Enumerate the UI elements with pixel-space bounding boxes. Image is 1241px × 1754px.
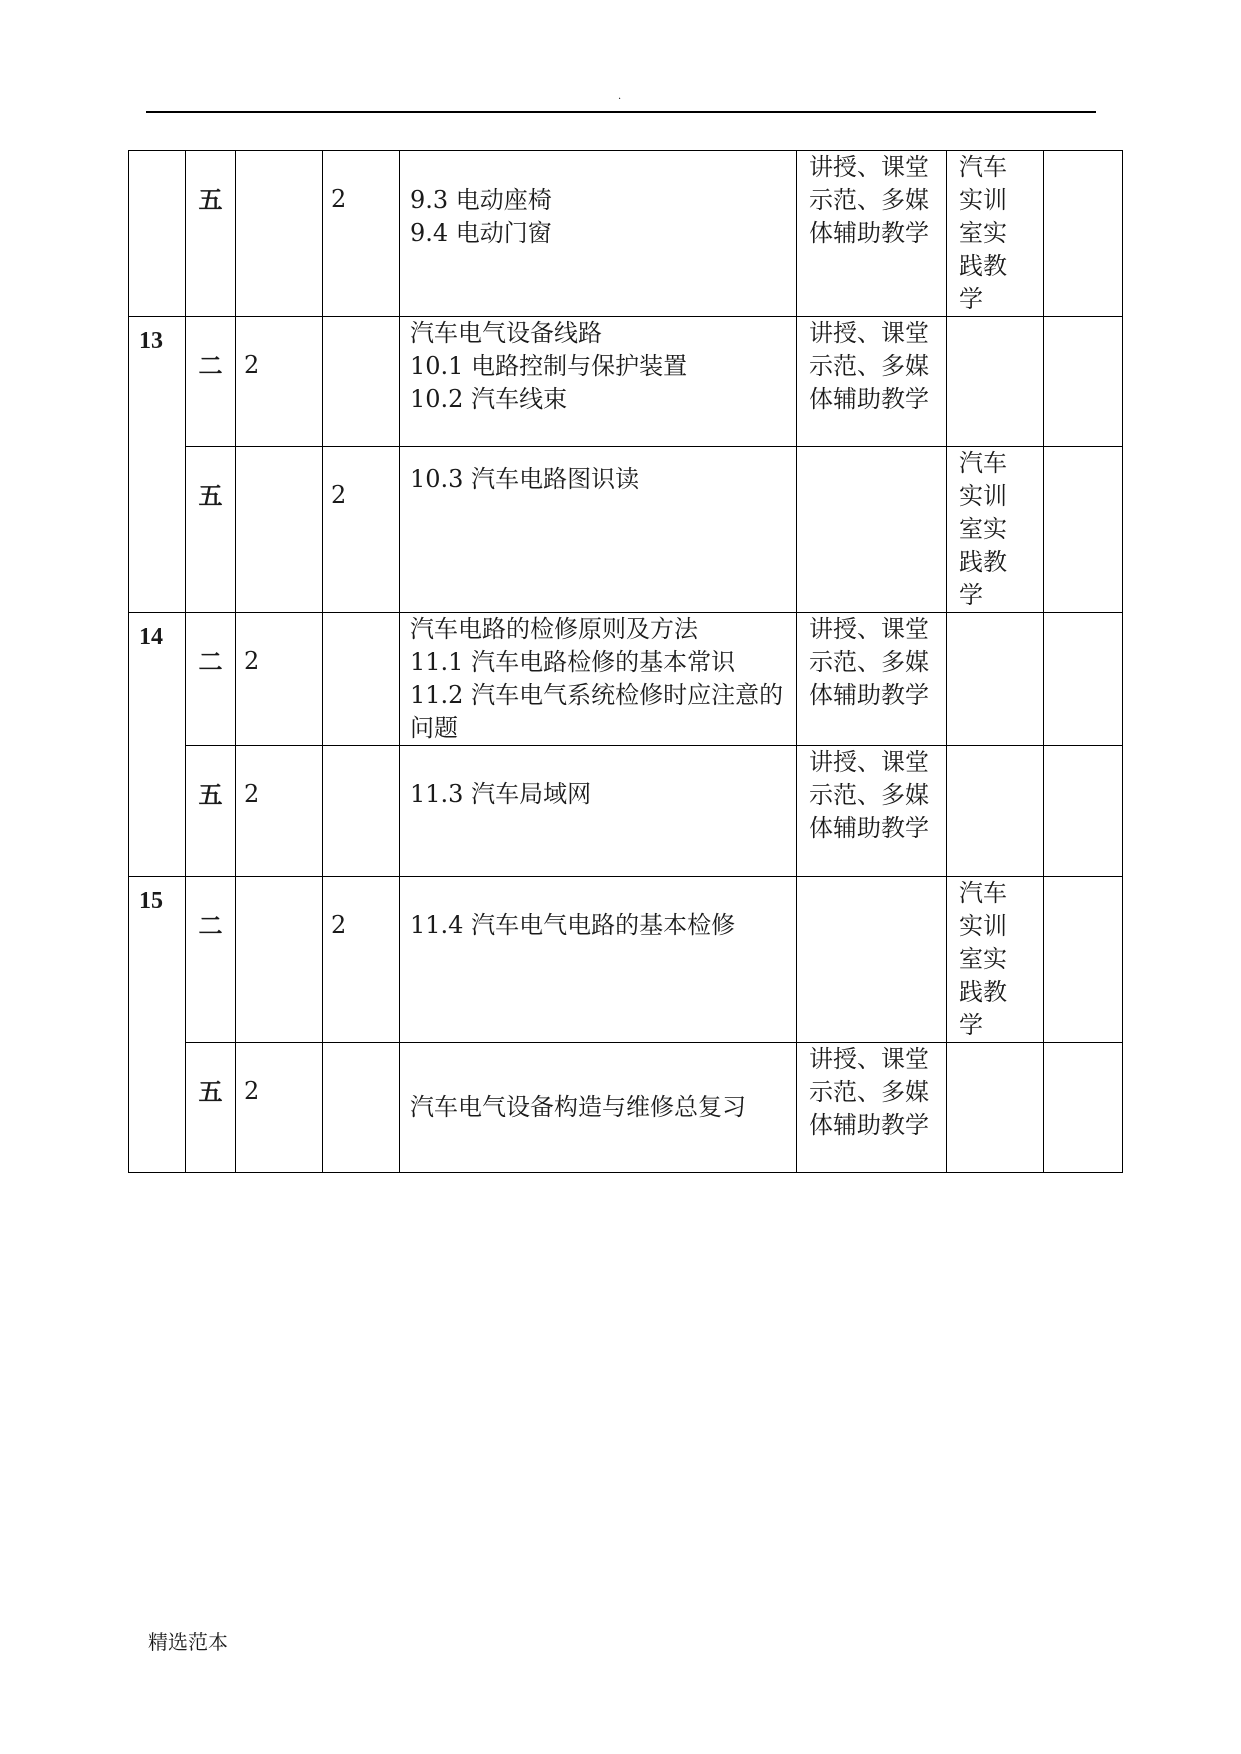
remark-cell — [1044, 613, 1123, 746]
table-row — [129, 1043, 1123, 1173]
place-cell: 汽车 实训 室实 践教 学 — [947, 877, 1044, 1043]
lecture-hours-cell: 2 — [236, 613, 323, 746]
day-cell: 二 — [186, 613, 236, 746]
method-cell — [797, 877, 947, 1043]
place-cell: 汽车 实训 室实 践教 学 — [947, 151, 1044, 317]
content-cell: 汽车电路的检修原则及方法 11.1 汽车电路检修的基本常识 11.2 汽车电气系统检修时应注意的 问题 — [400, 613, 797, 746]
header-mark: . — [618, 91, 622, 102]
practice-hours-cell — [323, 746, 400, 877]
content-cell: 9.3 电动座椅 9.4 电动门窗 — [400, 151, 797, 317]
lecture-hours-cell: 2 — [236, 317, 323, 447]
practice-hours-cell: 2 — [323, 151, 400, 317]
method-cell: 讲授、课堂 示范、多媒 体辅助教学 — [797, 317, 947, 447]
lecture-hours-cell — [236, 447, 323, 613]
method-cell: 讲授、课堂 示范、多媒 体辅助教学 — [797, 746, 947, 877]
lecture-hours-cell: 2 — [236, 1043, 323, 1173]
day-cell: 五 — [186, 151, 236, 317]
practice-hours-cell — [323, 317, 400, 447]
table-row — [129, 877, 1123, 1043]
lecture-hours-cell — [236, 151, 323, 317]
lecture-hours-cell: 2 — [236, 746, 323, 877]
content-cell: 10.3 汽车电路图识读 — [400, 447, 797, 613]
practice-hours-cell — [323, 1043, 400, 1173]
table-row — [129, 447, 1123, 613]
schedule-table — [128, 150, 1123, 1173]
remark-cell — [1044, 877, 1123, 1043]
place-cell — [947, 1043, 1044, 1173]
practice-hours-cell: 2 — [323, 447, 400, 613]
place-cell — [947, 317, 1044, 447]
place-cell — [947, 613, 1044, 746]
day-cell: 五 — [186, 746, 236, 877]
table-row — [129, 151, 1123, 317]
week-cell: 15 — [129, 877, 186, 1173]
remark-cell — [1044, 151, 1123, 317]
content-cell: 11.4 汽车电气电路的基本检修 — [400, 877, 797, 1043]
content-cell: 汽车电气设备构造与维修总复习 — [400, 1043, 797, 1173]
content-cell: 汽车电气设备线路 10.1 电路控制与保护装置 10.2 汽车线束 — [400, 317, 797, 447]
place-cell — [947, 746, 1044, 877]
week-cell: 13 — [129, 317, 186, 613]
table-row — [129, 317, 1123, 447]
remark-cell — [1044, 1043, 1123, 1173]
method-cell: 讲授、课堂 示范、多媒 体辅助教学 — [797, 151, 947, 317]
day-cell: 二 — [186, 877, 236, 1043]
day-cell: 二 — [186, 317, 236, 447]
method-cell: 讲授、课堂 示范、多媒 体辅助教学 — [797, 613, 947, 746]
practice-hours-cell: 2 — [323, 877, 400, 1043]
week-cell: 14 — [129, 613, 186, 877]
method-cell — [797, 447, 947, 613]
week-cell — [129, 151, 186, 317]
method-cell: 讲授、课堂 示范、多媒 体辅助教学 — [797, 1043, 947, 1173]
footer-text: 精选范本 — [148, 1630, 228, 1654]
day-cell: 五 — [186, 447, 236, 613]
day-cell: 五 — [186, 1043, 236, 1173]
table-row — [129, 746, 1123, 877]
table-row — [129, 613, 1123, 746]
practice-hours-cell — [323, 613, 400, 746]
lecture-hours-cell — [236, 877, 323, 1043]
place-cell: 汽车 实训 室实 践教 学 — [947, 447, 1044, 613]
remark-cell — [1044, 746, 1123, 877]
content-cell: 11.3 汽车局域网 — [400, 746, 797, 877]
remark-cell — [1044, 447, 1123, 613]
header-rule — [146, 111, 1096, 113]
remark-cell — [1044, 317, 1123, 447]
